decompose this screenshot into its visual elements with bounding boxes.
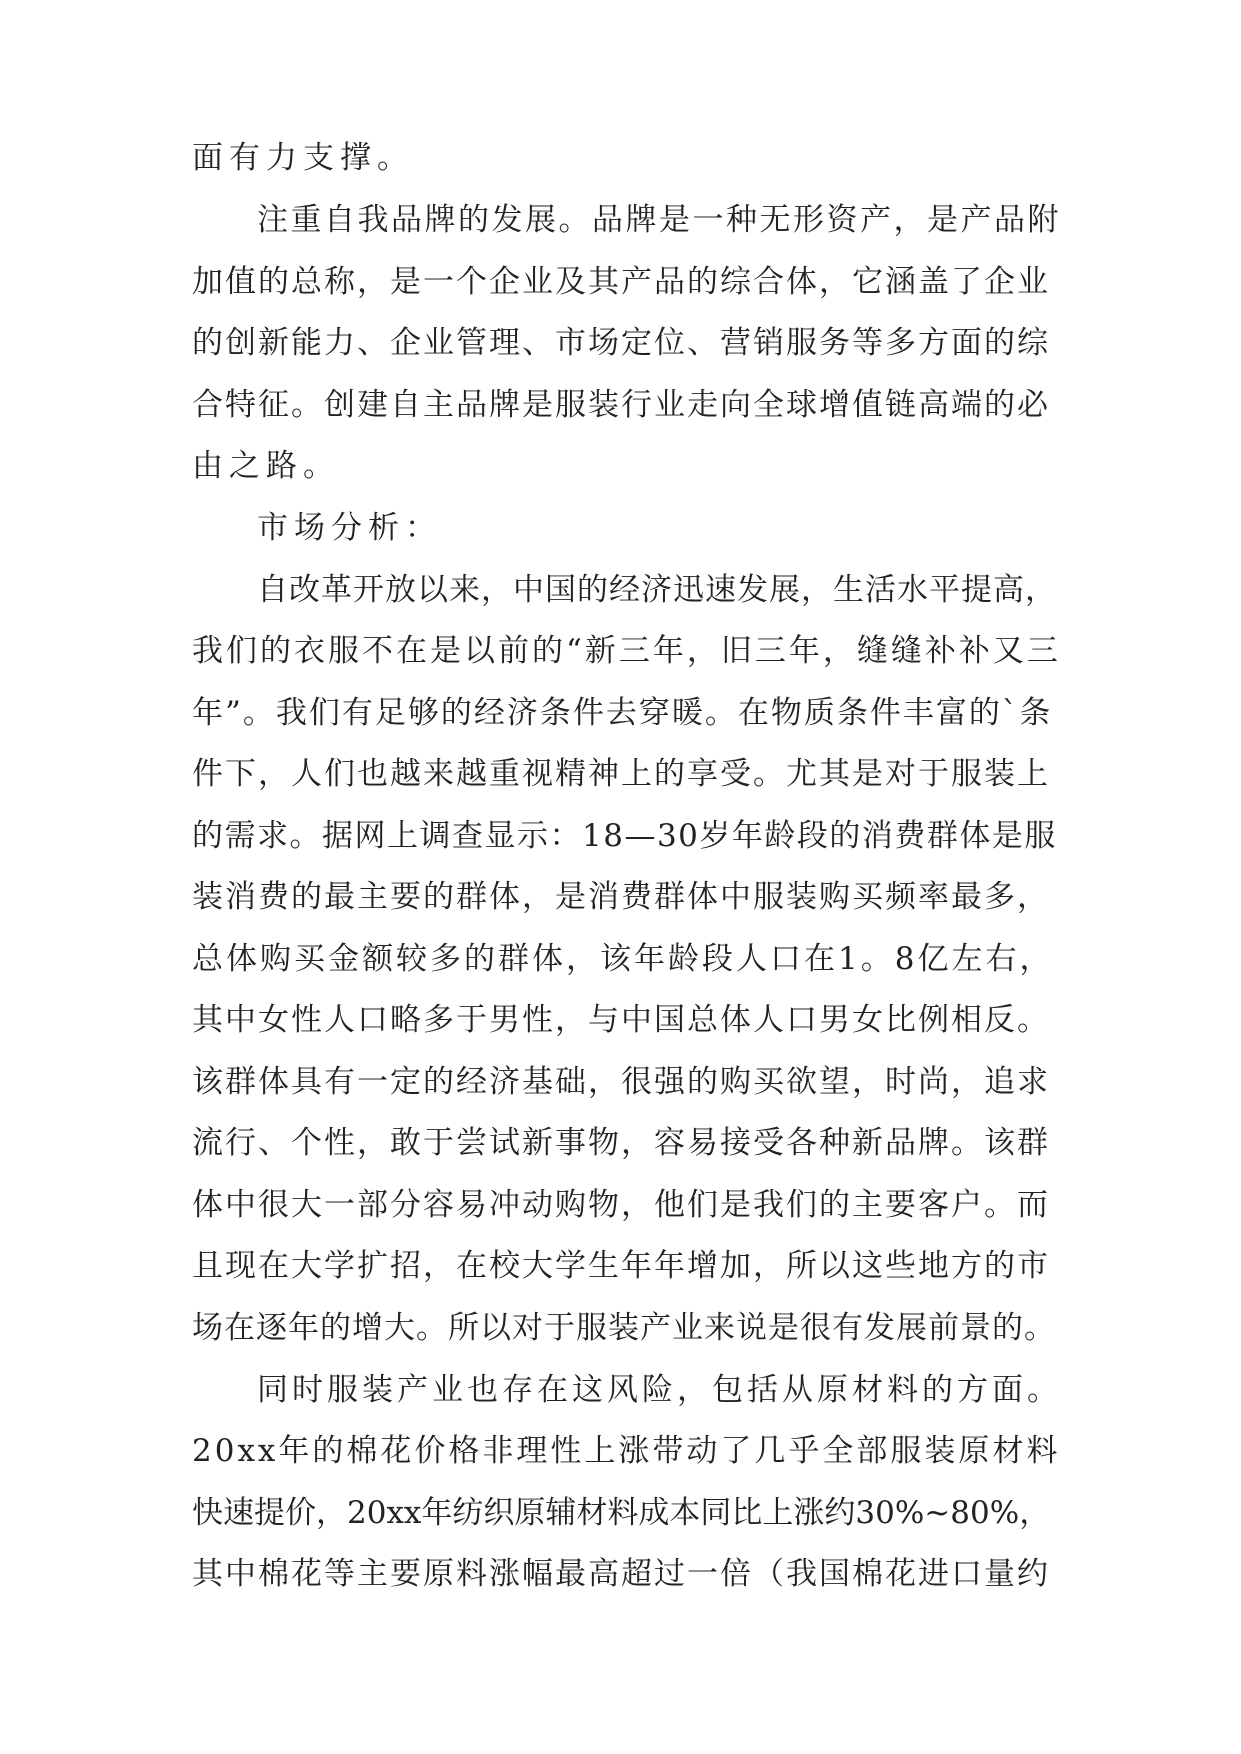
text-line: 加值的总称，是一个企业及其产品的综合体，它涵盖了企业 bbox=[192, 264, 1050, 300]
text-line: 装消费的最主要的群体，是消费群体中服装购买频率最多， bbox=[192, 879, 1050, 915]
text-line: 面有力支撑。 bbox=[192, 140, 414, 176]
text-line: 且现在大学扩招，在校大学生年年增加，所以这些地方的市 bbox=[192, 1248, 1050, 1284]
text-line: 自改革开放以来，中国的经济迅速发展，生活水平提高， bbox=[257, 572, 1057, 608]
text-line: 由之路。 bbox=[192, 448, 340, 484]
text-line: 流行、个性，敢于尝试新事物，容易接受各种新品牌。该群 bbox=[192, 1125, 1050, 1161]
text-line: 其中棉花等主要原料涨幅最高超过一倍（我国棉花进口量约 bbox=[192, 1556, 1050, 1592]
text-line: 该群体具有一定的经济基础，很强的购买欲望，时尚，追求 bbox=[192, 1064, 1050, 1100]
text-line: 20xx年的棉花价格非理性上涨带动了几乎全部服装原材料 bbox=[192, 1433, 1061, 1469]
text-line: 件下，人们也越来越重视精神上的享受。尤其是对于服装上 bbox=[192, 756, 1050, 792]
text-line: 快速提价，20xx年纺织原辅材料成本同比上涨约30%~80%， bbox=[192, 1495, 1051, 1531]
text-line: 年”。我们有足够的经济条件去穿暖。在物质条件丰富的`条 bbox=[192, 695, 1053, 731]
text-line: 注重自我品牌的发展。品牌是一种无形资产，是产品附 bbox=[257, 202, 1061, 238]
text-line: 场在逐年的增大。所以对于服装产业来说是很有发展前景的。 bbox=[192, 1310, 1056, 1346]
text-line: 的创新能力、企业管理、市场定位、营销服务等多方面的综 bbox=[192, 325, 1050, 361]
text-line: 总体购买金额较多的群体，该年龄段人口在1。8亿左右， bbox=[192, 941, 1054, 977]
section-heading: 市场分析： bbox=[257, 510, 442, 546]
text-line: 同时服装产业也存在这风险，包括从原材料的方面。 bbox=[257, 1372, 1062, 1408]
text-line: 我们的衣服不在是以前的“新三年，旧三年，缝缝补补又三 bbox=[192, 633, 1061, 669]
text-line: 其中女性人口略多于男性，与中国总体人口男女比例相反。 bbox=[192, 1002, 1050, 1038]
text-line: 合特征。创建自主品牌是服装行业走向全球增值链高端的必 bbox=[192, 387, 1050, 423]
text-line: 的需求。据网上调查显示：18—30岁年龄段的消费群体是服 bbox=[192, 818, 1057, 854]
text-line: 体中很大一部分容易冲动购物，他们是我们的主要客户。而 bbox=[192, 1187, 1050, 1223]
